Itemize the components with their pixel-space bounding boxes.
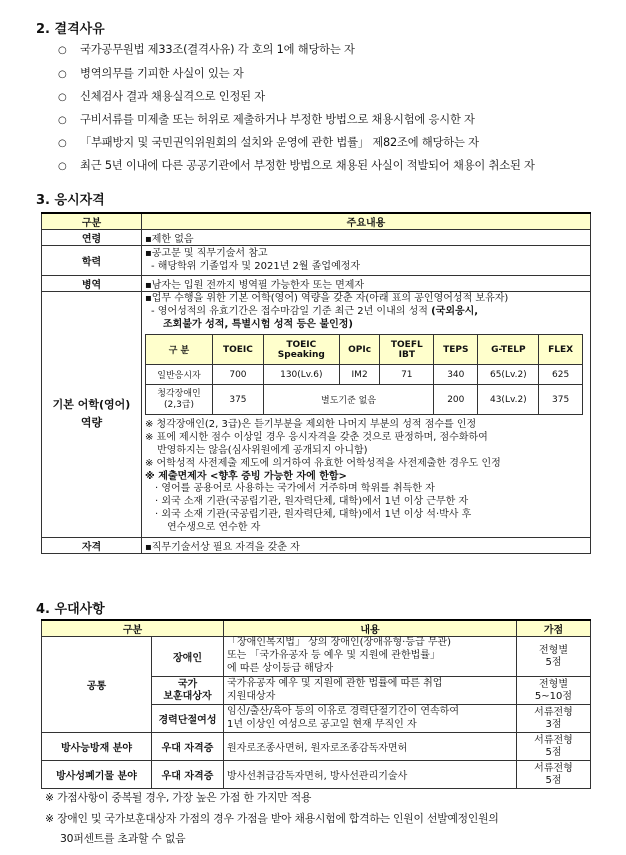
education-line: - 해당학위 기졸업자 및 2021년 2월 졸업예정자 xyxy=(151,260,361,272)
row-label-common: 공통 xyxy=(42,637,152,733)
score-header: FLEX xyxy=(539,335,583,365)
score-cell: 일반응시자 xyxy=(146,365,213,385)
military-text: ▪남자는 입원 전까지 병역필 가능한자 또는 면제자 xyxy=(142,276,591,292)
content-line: 국가유공자 예우 및 지원에 관한 법률에 따른 취업 xyxy=(227,677,443,689)
section-2-title: 2. 결격사유 xyxy=(36,22,105,37)
note-line: · 외국 소재 기관(국공립기관, 원자력단체, 대학)에서 1년 이상 근무한 자 xyxy=(155,496,469,508)
score-header: G-TELP xyxy=(478,335,539,365)
note-line: · 외국 소재 기관(국공립기관, 원자력단체, 대학)에서 1년 이상 석·박사 후 xyxy=(155,508,472,520)
score-cell: 청각장애인 (2,3급) xyxy=(146,385,213,415)
note-line: ※ 제출면제자 <향후 증빙 가능한 자에 한함> xyxy=(145,470,347,482)
footnote: ※ 가점사항이 중복될 경우, 가장 높은 가점 한 가지만 적용 xyxy=(45,791,312,804)
note-line: ※ 어학성적 사전제출 제도에 의거하여 유효한 어학성적을 사전제출한 경우도 인정 xyxy=(145,457,501,469)
content-line: 「장애인복지법」 상의 장애인(장애유형·등급 무관) xyxy=(227,637,452,649)
content-radiation-protection: 원자로조종사면허, 원자로조종감독자면허 xyxy=(224,733,517,761)
footnote: ※ 장애인 및 국가보훈대상자 가점의 경우 가점을 받아 채용시험에 합격하는 인원이 선발예정인원의 xyxy=(45,812,499,825)
label-disabled: 장애인 xyxy=(152,637,224,677)
list-item: ○ 최근 5년 이내에 다른 공공기관에서 부정한 방법으로 채용된 사실이 적발되어 채용이 취소된 자 xyxy=(58,159,535,172)
row-label-military: 병역 xyxy=(42,276,142,292)
note-line: ※ 청각장애인(2, 3급)은 듣기부분을 제외한 나머지 부분의 성적 점수를 인정 xyxy=(145,419,477,431)
bullet-icon: ○ xyxy=(58,45,67,56)
header-category: 구분 xyxy=(42,213,142,230)
bullet-icon: ○ xyxy=(58,115,67,126)
content-radioactive-waste: 방사선취급감독자면허, 방사선관리기술사 xyxy=(224,761,517,789)
score-header: 구 분 xyxy=(146,335,213,365)
bullet-icon: ○ xyxy=(58,69,67,80)
footnote: 30퍼센트를 초과할 수 없음 xyxy=(60,832,186,845)
score-cell: 700 xyxy=(213,365,264,385)
header-content: 주요내용 xyxy=(142,213,591,230)
language-line: 조회불가 성적, 특별시험 성적 등은 불인정) xyxy=(163,318,353,330)
content-line: 임신/출산/육아 등의 이유로 경력단절기간이 연속하여 xyxy=(227,705,459,717)
score-cell: 375 xyxy=(213,385,264,415)
note-line: ※ 표에 제시한 점수 이상일 경우 응시자격을 갖춘 것으로 판정하며, 점수화하여 xyxy=(145,432,488,444)
points-career: 서류전형 3점 xyxy=(517,705,591,733)
score-cell: IM2 xyxy=(339,365,380,385)
list-item: ○ 구비서류를 미제출 또는 허위로 제출하거나 부정한 방법으로 채용시험에 응시한 자 xyxy=(58,113,475,126)
language-line: ▪업무 수행을 위한 기본 어학(영어) 역량을 갖춘 자(아래 표의 공인영어성적 보유자) xyxy=(145,293,509,304)
header-category: 구분 xyxy=(42,620,224,637)
bullet-icon: ○ xyxy=(58,138,67,149)
preference-table xyxy=(41,619,591,789)
section-4-title: 4. 우대사항 xyxy=(36,602,105,617)
row-label-education: 학력 xyxy=(42,246,142,276)
row-label-radioactive-waste: 방사성폐기물 분야 xyxy=(42,761,152,789)
label-veteran: 국가 보훈대상자 xyxy=(152,677,224,705)
label-certificate: 우대 자격증 xyxy=(152,761,224,789)
label-certificate: 우대 자격증 xyxy=(152,733,224,761)
row-label-qualification: 자격 xyxy=(42,537,142,553)
score-header: OPIc xyxy=(339,335,380,365)
score-header: TEPS xyxy=(434,335,478,365)
list-item: ○ 「부패방지 및 국민권익위원회의 설치와 운영에 관한 법률」 제82조에 해당하는 자 xyxy=(58,136,479,149)
points-veteran: 전형별 5~10점 xyxy=(517,677,591,705)
age-text: ▪제한 없음 xyxy=(142,230,591,246)
score-cell: 375 xyxy=(539,385,583,415)
row-label-radiation-protection: 방사능방재 분야 xyxy=(42,733,152,761)
score-cell: 71 xyxy=(380,365,434,385)
header-content: 내용 xyxy=(224,620,517,637)
label-career: 경력단절여성 xyxy=(152,705,224,733)
bullet-icon: ○ xyxy=(58,92,67,103)
points-radiation-protection: 서류전형 5점 xyxy=(517,733,591,761)
score-table xyxy=(145,334,583,415)
row-label-age: 연령 xyxy=(42,230,142,246)
note-line: 반영하지는 않음(심사위원에게 공개되지 아니함) xyxy=(157,444,368,456)
score-header: TOEFL IBT xyxy=(380,335,434,365)
score-cell: 별도기준 없음 xyxy=(263,385,433,415)
score-cell: 200 xyxy=(434,385,478,415)
section-3-title: 3. 응시자격 xyxy=(36,193,105,208)
eligibility-table xyxy=(41,212,591,554)
header-points: 가점 xyxy=(517,620,591,637)
score-cell: 43(Lv.2) xyxy=(478,385,539,415)
education-line: ▪공고문 및 직무기술서 참고 xyxy=(145,247,268,259)
score-header: TOEIC xyxy=(213,335,264,365)
qualification-text: ▪직무기술서상 필요 자격을 갖춘 자 xyxy=(142,537,591,553)
content-line: 지원대상자 xyxy=(227,690,276,702)
score-cell: 625 xyxy=(539,365,583,385)
list-item: ○ 국가공무원법 제33조(결격사유) 각 호의 1에 해당하는 자 xyxy=(58,43,355,56)
content-line: 에 따른 상이등급 해당자 xyxy=(227,662,334,674)
language-line: - 영어성적의 유효기간은 접수마감일 기준 최근 2년 이내의 성적 (국외응시, xyxy=(151,305,479,317)
note-line: · 영어를 공용어로 사용하는 국가에서 거주하며 학위를 취득한 자 xyxy=(155,483,435,495)
row-label-language: 기본 어학(영어) 역량 xyxy=(42,292,142,538)
score-header: TOEIC Speaking xyxy=(263,335,339,365)
content-line: 또는 「국가유공자 등 예우 및 지원에 관한법률」 xyxy=(227,650,440,662)
score-cell: 130(Lv.6) xyxy=(263,365,339,385)
bullet-icon: ○ xyxy=(58,161,67,172)
list-item: ○ 병역의무를 기피한 사실이 있는 자 xyxy=(58,67,244,80)
score-cell: 340 xyxy=(434,365,478,385)
note-line: 연수생으로 연수한 자 xyxy=(167,521,261,533)
content-line: 1년 이상인 여성으로 공고일 현재 무직인 자 xyxy=(227,718,417,730)
points-radioactive-waste: 서류전형 5점 xyxy=(517,761,591,789)
list-item: ○ 신체검사 결과 채용실격으로 인정된 자 xyxy=(58,90,265,103)
score-cell: 65(Lv.2) xyxy=(478,365,539,385)
points-disabled: 전형별 5점 xyxy=(517,637,591,677)
